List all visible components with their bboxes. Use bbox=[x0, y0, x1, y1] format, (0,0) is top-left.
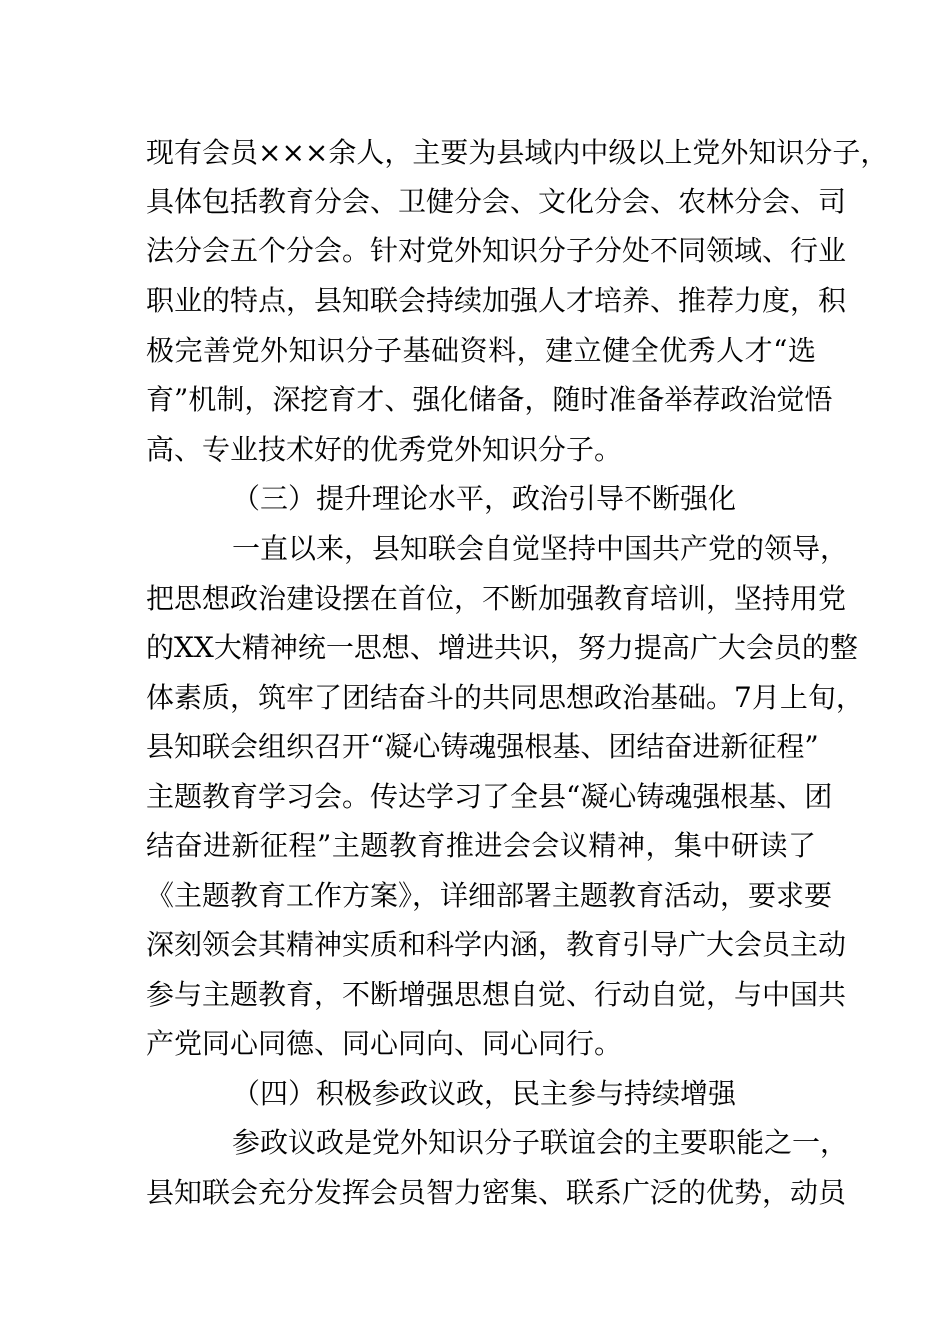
body-line: 深刻领会其精神实质和科学内涵，教育引导广大会员主动 bbox=[146, 928, 847, 961]
paragraph-first-line: 一直以来，县知联会自觉坚持中国共产党的领导， bbox=[232, 532, 849, 565]
body-line: 县知联会组织召开“凝心铸魂强根基、团结奋进新征程” bbox=[146, 730, 819, 763]
body-line: 极完善党外知识分子基础资料，建立健全优秀人才“选 bbox=[146, 334, 816, 367]
body-line: 育”机制，深挖育才、强化储备，随时准备举荐政治觉悟 bbox=[146, 383, 833, 416]
body-line: 法分会五个分会。针对党外知识分子分处不同领域、行业 bbox=[146, 234, 847, 267]
body-line: 具体包括教育分会、卫健分会、文化分会、农林分会、司 bbox=[146, 185, 847, 218]
section-heading: （三）提升理论水平，政治引导不断强化 bbox=[232, 482, 737, 515]
body-line: 《主题教育工作方案》，详细部署主题教育活动，要求要 bbox=[146, 879, 833, 912]
body-line: 产党同心同德、同心同向、同心同行。 bbox=[146, 1027, 623, 1060]
body-line: 参与主题教育，不断增强思想自觉、行动自觉，与中国共 bbox=[146, 978, 847, 1011]
body-line: 结奋进新征程”主题教育推进会会议精神，集中研读了 bbox=[146, 829, 816, 862]
body-line: 把思想政治建设摆在首位，不断加强教育培训，坚持用党 bbox=[146, 582, 847, 615]
body-line: 高、专业技术好的优秀党外知识分子。 bbox=[146, 433, 623, 466]
body-line: 县知联会充分发挥会员智力密集、联系广泛的优势，动员 bbox=[146, 1176, 847, 1209]
body-line: 的XX大精神统一思想、增进共识，努力提高广大会员的整 bbox=[146, 631, 858, 664]
body-line: 现有会员×××余人，主要为县域内中级以上党外知识分子， bbox=[146, 136, 889, 169]
section-heading: （四）积极参政议政，民主参与持续增强 bbox=[232, 1077, 737, 1110]
body-line: 主题教育学习会。传达学习了全县“凝心铸魂强根基、团 bbox=[146, 780, 833, 813]
body-line: 体素质，筑牢了团结奋斗的共同思想政治基础。7月上旬， bbox=[146, 681, 864, 714]
body-line: 职业的特点，县知联会持续加强人才培养、推荐力度，积 bbox=[146, 284, 847, 317]
paragraph-first-line: 参政议政是党外知识分子联谊会的主要职能之一， bbox=[232, 1126, 849, 1159]
